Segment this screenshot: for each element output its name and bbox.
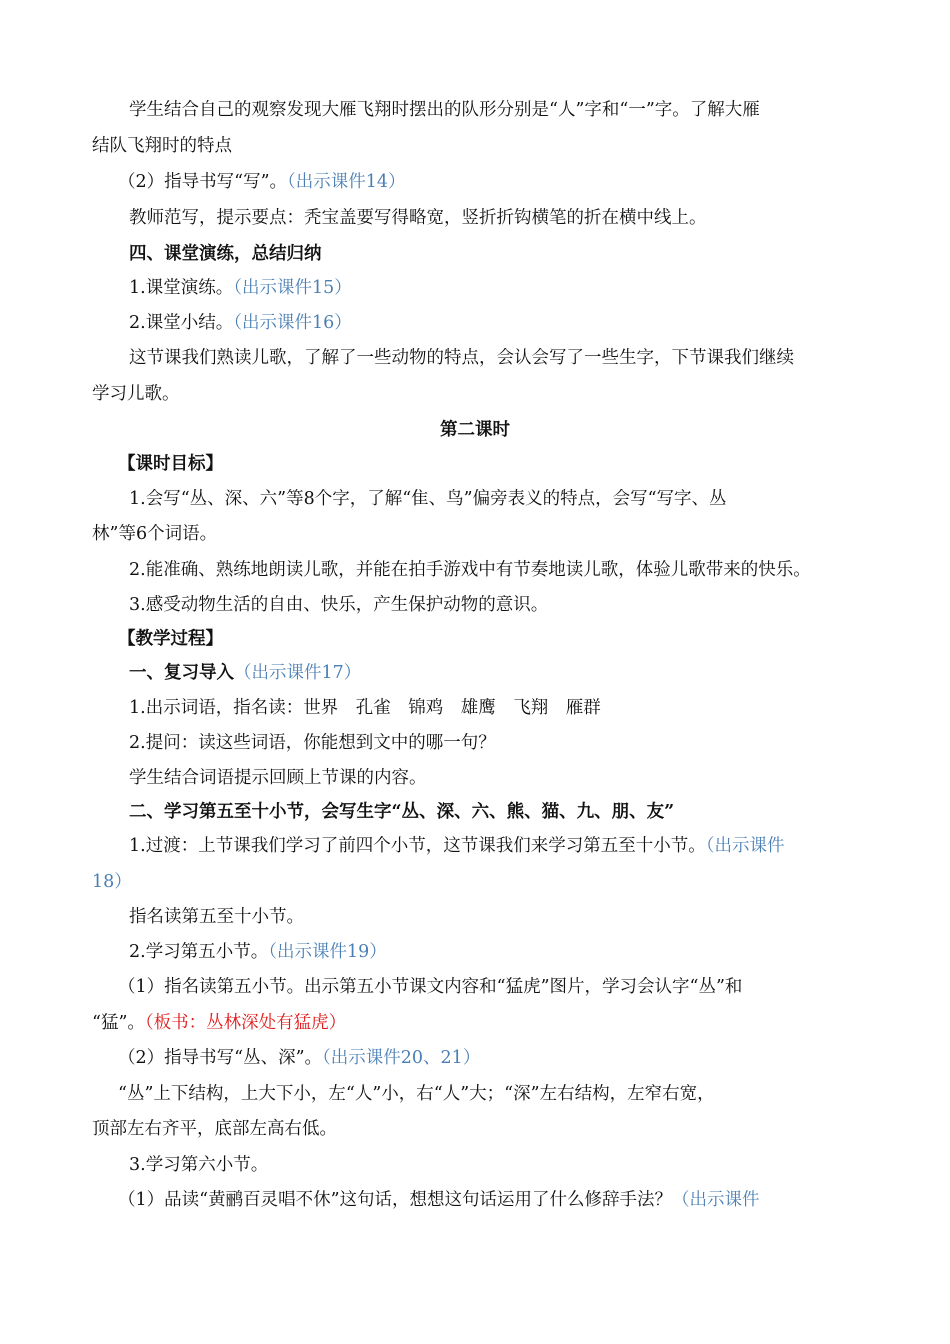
section-heading-1: 一、复习导入（出示课件17） <box>129 663 362 683</box>
process-heading: 【教学过程】 <box>118 629 223 649</box>
courseware-ref: 18） <box>92 872 132 892</box>
item-show-words: 1.出示词语，指名读：世界 孔雀 锦鸡 雄鹰 飞翔 雁群 <box>129 698 601 718</box>
paragraph-structure-cont: 顶部左右齐平，底部左高右低。 <box>92 1119 337 1139</box>
step-read-5-cont: “猛”。（板书：丛林深处有猛虎） <box>92 1013 347 1033</box>
objectives-heading: 【课时目标】 <box>118 454 223 474</box>
item-practice: 1.课堂演练。（出示课件15） <box>129 278 352 298</box>
courseware-ref: （出示课件 <box>672 1190 760 1210</box>
objective-3: 3.感受动物生活的自由、快乐，产生保护动物的意识。 <box>129 595 549 615</box>
courseware-ref: （出示课件16） <box>233 313 352 333</box>
courseware-ref: （出示课件15） <box>233 278 352 298</box>
board-note: （板书：丛林深处有猛虎） <box>144 1013 347 1033</box>
paragraph-observation: 学生结合自己的观察发现大雁飞翔时摆出的队形分别是“人”字和“一”字。了解大雁 <box>129 100 760 120</box>
step-write-cong-shen: （2）指导书写“丛、深”。（出示课件20、21） <box>118 1048 481 1068</box>
courseware-ref: （出示课件17） <box>234 663 362 683</box>
item-transition-cont <box>92 870 872 894</box>
objective-2: 2.能准确、熟练地朗读儿歌，并能在拍手游戏中有节奏地读儿歌，体验儿歌带来的快乐。 <box>129 560 811 580</box>
paragraph-structure: “丛”上下结构，上大下小，左“人”小，右“人”大；“深”左右结构，左窄右宽， <box>118 1084 715 1104</box>
step-read-6: （1）品读“黄鹂百灵唱不休”这句话，想想这句话运用了什么修辞手法？（出示课件 <box>118 1190 760 1210</box>
courseware-ref: （出示课件 <box>705 836 785 856</box>
paragraph-teacher-demo: 教师范写，提示要点：秃宝盖要写得略宽，竖折折钩横笔的折在横中线上。 <box>129 208 707 228</box>
paragraph-read: 指名读第五至十小节。 <box>129 907 304 927</box>
paragraph-summary-cont: 学习儿歌。 <box>92 384 180 404</box>
lesson-title: 第二课时 <box>440 420 510 440</box>
step-read-5: （1）指名读第五小节。出示第五小节课文内容和“猛虎”图片，学习会认字“丛”和 <box>118 977 743 997</box>
paragraph-review: 学生结合词语提示回顾上节课的内容。 <box>129 768 427 788</box>
step-write-xie: （2）指导书写“写”。（出示课件14） <box>118 172 406 192</box>
item-question: 2.提问：读这些词语，你能想到文中的哪一句？ <box>129 733 496 753</box>
section-heading-4: 四、课堂演练，总结归纳 <box>129 244 322 264</box>
courseware-ref: （出示课件14） <box>287 172 406 192</box>
item-transition: 1.过渡：上节课我们学习了前四个小节，这节课我们来学习第五至十小节。（出示课件 <box>129 836 785 856</box>
paragraph-summary: 这节课我们熟读儿歌，了解了一些动物的特点，会认会写了一些生字，下节课我们继续 <box>129 348 794 368</box>
objective-1-cont: 林”等6个词语。 <box>92 524 218 544</box>
section-heading-2: 二、学习第五至十小节，会写生字“丛、深、六、熊、猫、九、朋、友” <box>129 802 675 822</box>
courseware-ref: （出示课件20、21） <box>322 1048 481 1068</box>
paragraph-observation-cont: 结队飞翔时的特点 <box>92 136 232 156</box>
item-study-5: 2.学习第五小节。（出示课件19） <box>129 942 387 962</box>
item-summary: 2.课堂小结。（出示课件16） <box>129 313 352 333</box>
courseware-ref: （出示课件19） <box>268 942 387 962</box>
objective-1: 1.会写“丛、深、六”等8个字，了解“隹、鸟”偏旁表义的特点，会写“写字、丛 <box>129 489 727 509</box>
item-study-6: 3.学习第六小节。 <box>129 1155 269 1175</box>
